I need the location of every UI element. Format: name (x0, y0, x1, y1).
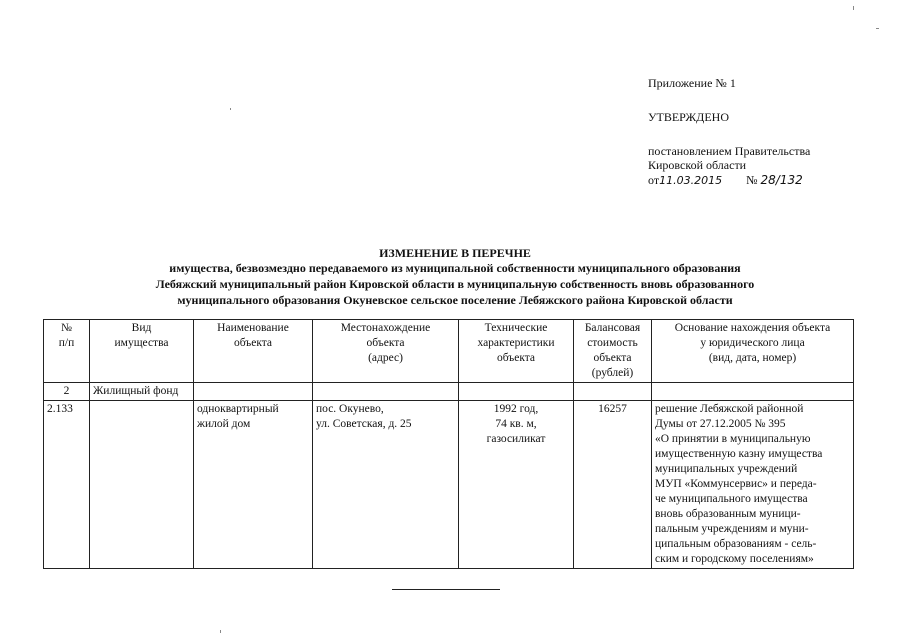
document-title-line-2: Лебяжский муниципальный район Кировской области в муниципальную собственность вновь образованного (155, 277, 755, 291)
header-basis: Основание нахождения объекта у юридического лица (вид, дата, номер) (652, 320, 854, 383)
decree-line-1: постановлением Правительства (648, 144, 811, 158)
header-cost: Балансовая стоимость объекта (рублей) (574, 320, 652, 383)
number-prefix: № (746, 173, 758, 187)
row-cost: 16257 (574, 401, 652, 569)
document-title-line-1: имущества, безвозмездно передаваемого из муниципальной собственности муниципального образования (169, 261, 741, 275)
header-address: Местонахождение объекта (адрес) (313, 320, 459, 383)
row-name: одноквартирный жилой дом (194, 401, 313, 569)
scan-speck (853, 6, 854, 10)
scan-speck (220, 630, 221, 633)
document-heading: ИЗМЕНЕНИЕ В ПЕРЕЧНЕ (379, 246, 531, 260)
header-num: № п/п (44, 320, 90, 383)
date-prefix: от (648, 173, 660, 187)
group-num: 2 (44, 383, 90, 401)
table-header-row (44, 320, 854, 383)
decree-line-2: Кировской области (648, 158, 747, 172)
header-name: Наименование объекта (194, 320, 313, 383)
approved-label: УТВЕРЖДЕНО (648, 110, 730, 124)
header-type: Вид имущества (90, 320, 194, 383)
table-group-row (44, 383, 854, 401)
scan-speck (876, 28, 879, 29)
row-type (90, 401, 194, 569)
appendix-label: Приложение № 1 (648, 76, 736, 90)
table-row (44, 401, 854, 569)
handwritten-date: 11.03.2015 (659, 174, 723, 187)
row-address: пос. Окунево, ул. Советская, д. 25 (313, 401, 459, 569)
document-title-line-3: муниципального образования Окуневское сельское поселение Лебяжского района Кировской области (177, 293, 733, 307)
property-table (43, 319, 854, 569)
header-tech: Технические характеристики объекта (459, 320, 574, 383)
scan-speck (230, 108, 231, 110)
row-num: 2.133 (44, 401, 90, 569)
decree-date-line (648, 173, 803, 188)
row-basis: решение Лебяжской районной Думы от 27.12.2005 № 395 «О принятии в муниципальную имущественную казну имущества муниципальных учреждений МУП «Коммунсервис» и переда- че муниципального имущества вновь образованным муници- пальным учреждениям и муни- ципальным образованиям - сель- ским и городскому поселениям» (652, 401, 854, 569)
row-tech: 1992 год, 74 кв. м, газосиликат (459, 401, 574, 569)
group-type: Жилищный фонд (90, 383, 194, 401)
handwritten-number: 28/132 (760, 173, 803, 187)
end-rule (392, 589, 500, 590)
